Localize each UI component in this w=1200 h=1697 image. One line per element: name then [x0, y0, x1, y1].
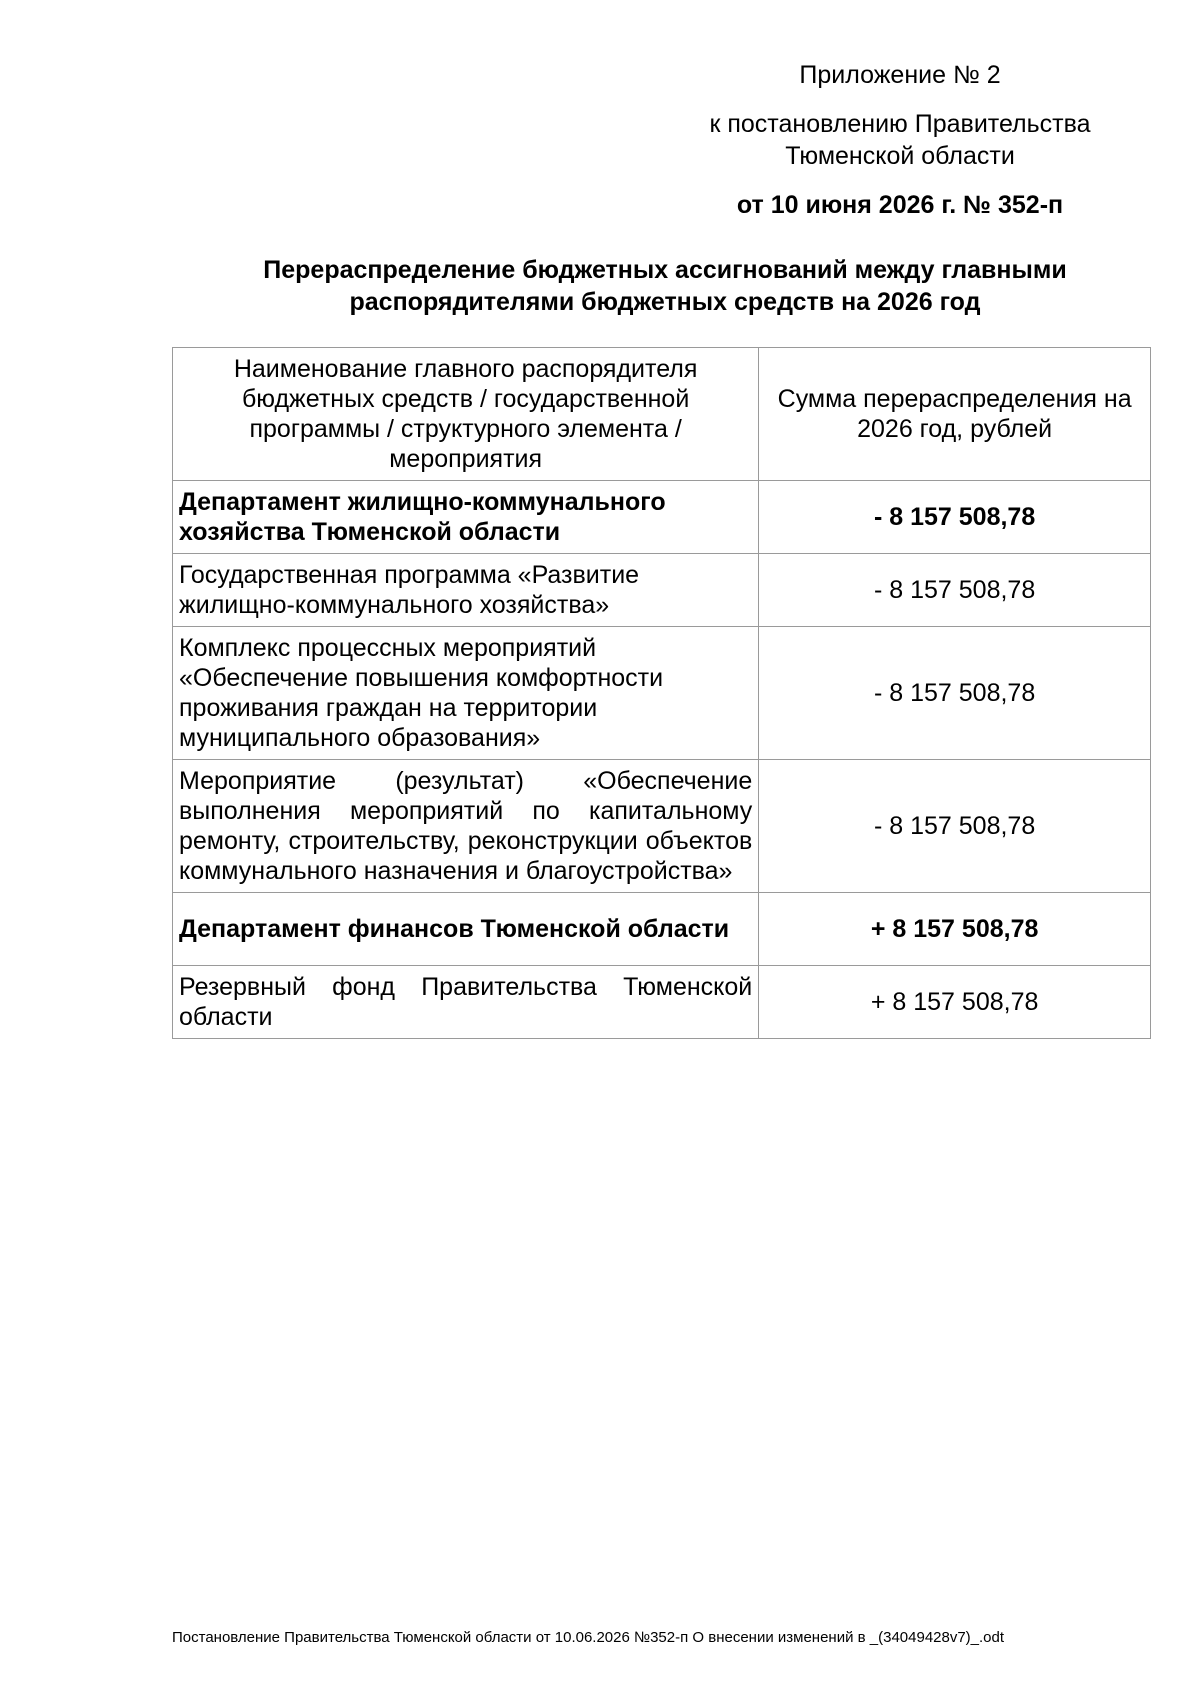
resolution-date: от 10 июня 2026 г. № 352-п	[736, 191, 1064, 219]
table-row	[173, 966, 1151, 1039]
table-row	[173, 481, 1151, 554]
row-name: Департамент финансов Тюменской области	[173, 893, 759, 966]
row-name: Мероприятие (результат) «Обеспечение выполнения мероприятий по капитальному ремонту, строительству, реконструкции объектов коммунального назначения и благоустройства»	[173, 760, 759, 893]
table-row	[173, 627, 1151, 760]
row-sum: + 8 157 508,78	[759, 966, 1151, 1039]
document-title-line-2: распорядителями бюджетных средств на 2026 год	[349, 288, 981, 316]
column-header-sum: Сумма перераспределения на 2026 год, рублей	[759, 348, 1151, 481]
row-sum: - 8 157 508,78	[759, 760, 1151, 893]
table-row	[173, 760, 1151, 893]
row-sum: - 8 157 508,78	[759, 554, 1151, 627]
resolution-reference	[640, 108, 1160, 172]
row-name: Комплекс процессных мероприятий «Обеспечение повышения комфортности проживания граждан на территории муниципального образования»	[173, 627, 759, 760]
column-header-name: Наименование главного распорядителя бюджетных средств / государственной программы / структурного элемента / мероприятия	[173, 348, 759, 481]
row-name: Резервный фонд Правительства Тюменской области	[173, 966, 759, 1039]
resolution-reference-line-1: к постановлению Правительства	[709, 110, 1091, 138]
row-name: Департамент жилищно-коммунального хозяйства Тюменской области	[173, 481, 759, 554]
row-sum: - 8 157 508,78	[759, 481, 1151, 554]
table-row	[173, 893, 1151, 966]
resolution-reference-line-2: Тюменской области	[785, 142, 1015, 170]
reallocation-table	[172, 347, 1151, 1039]
row-sum: + 8 157 508,78	[759, 893, 1151, 966]
page-footer: Постановление Правительства Тюменской области от 10.06.2026 №352-п О внесении изменений в _(34049428v7)_.odt	[172, 1629, 1005, 1646]
appendix-header	[640, 60, 1160, 220]
appendix-number: Приложение № 2	[799, 61, 1001, 89]
row-name: Государственная программа «Развитие жилищно-коммунального хозяйства»	[173, 554, 759, 627]
row-sum: - 8 157 508,78	[759, 627, 1151, 760]
document-title-line-1: Перераспределение бюджетных ассигнований между главными	[263, 256, 1067, 284]
document-title	[170, 254, 1160, 318]
table-row	[173, 554, 1151, 627]
table-header-row	[173, 348, 1151, 481]
